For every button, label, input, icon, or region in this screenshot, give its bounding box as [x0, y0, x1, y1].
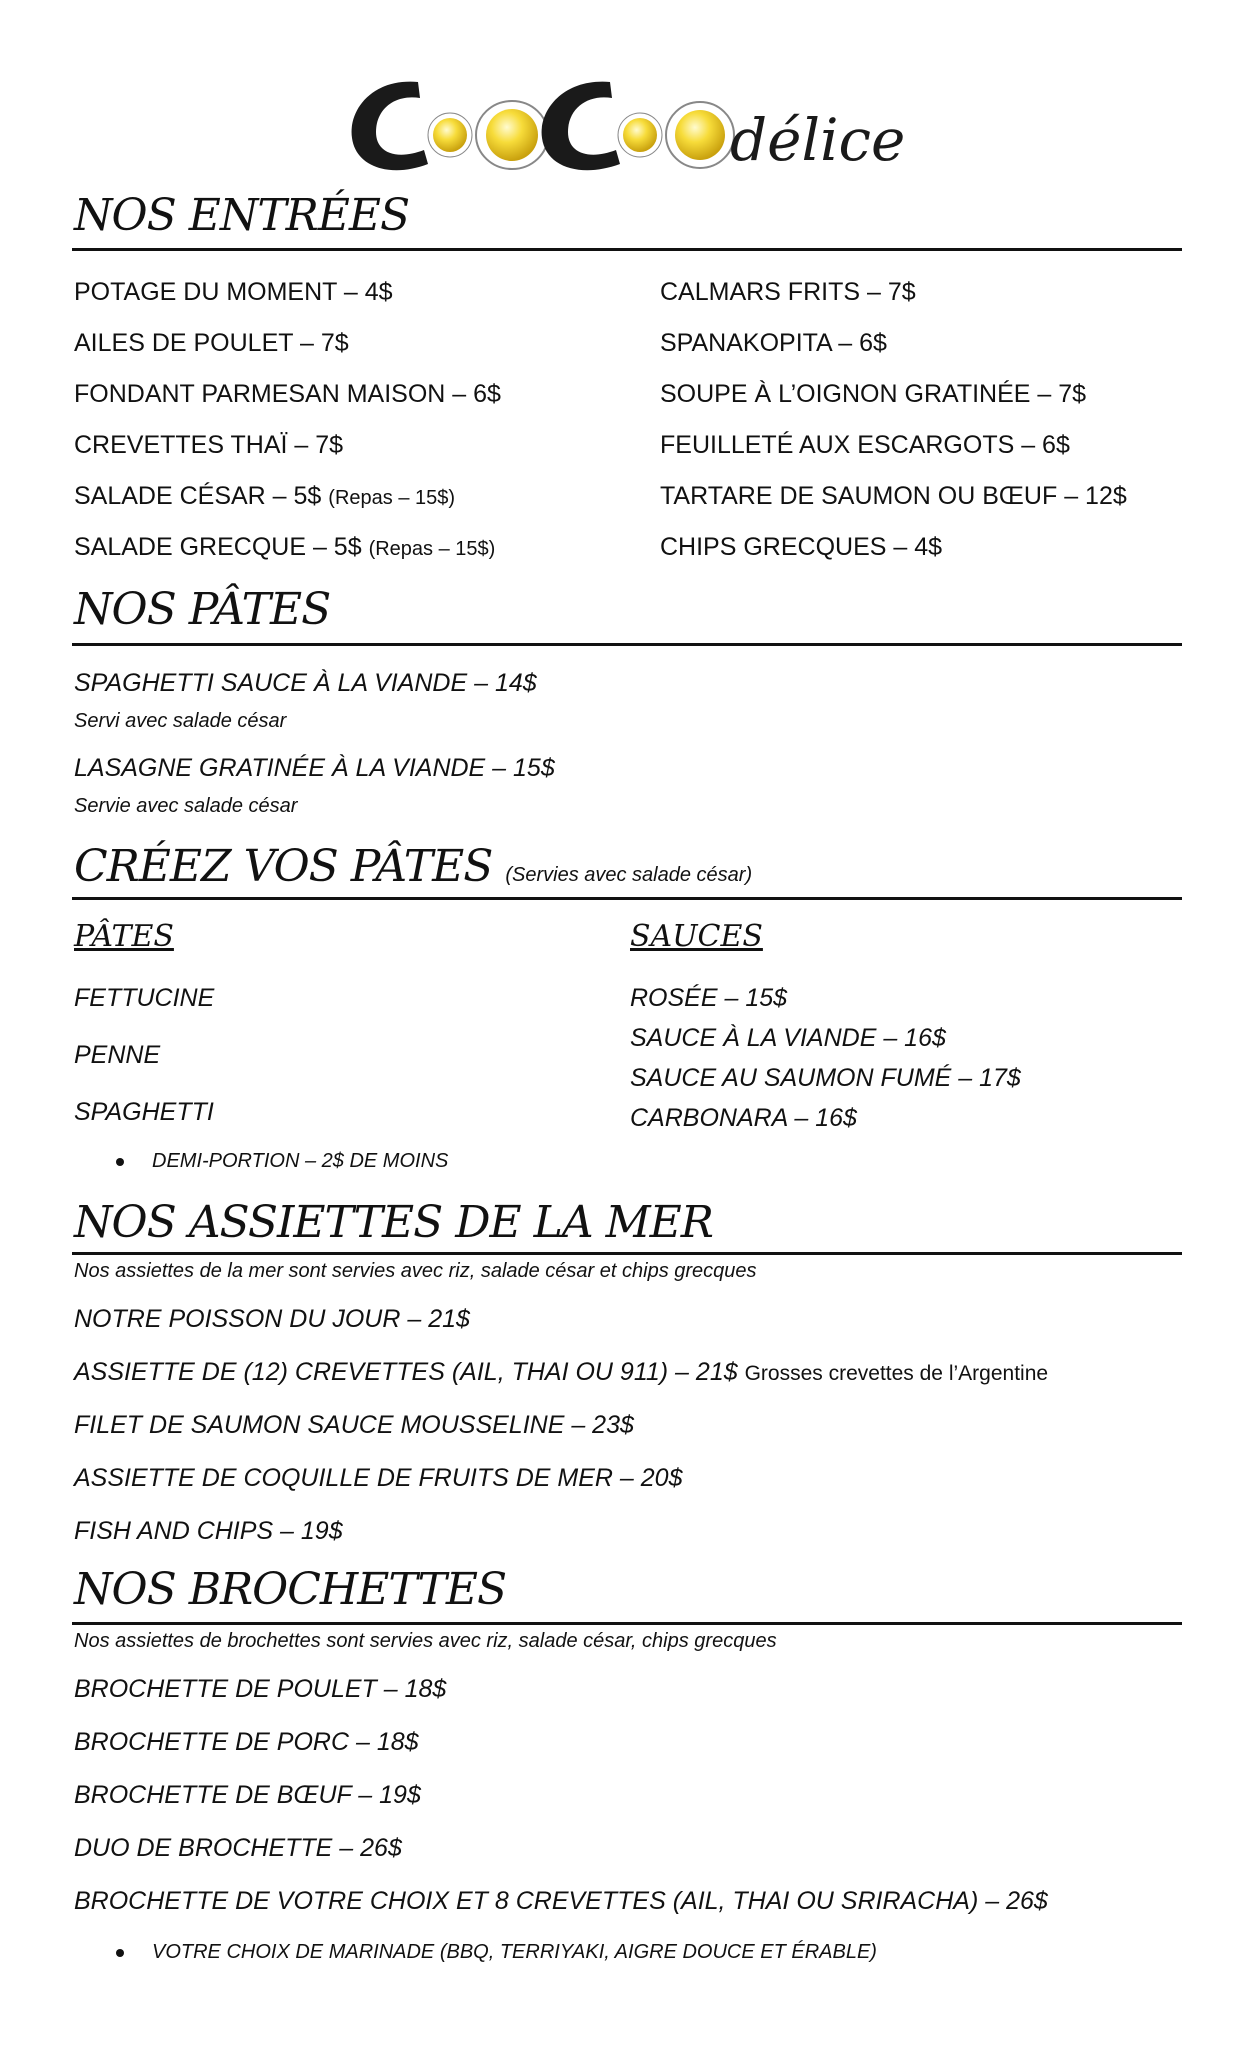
divider	[72, 248, 1182, 251]
section-title-entrees: NOS ENTRÉES	[74, 190, 410, 241]
menu-item: BROCHETTE DE POULET – 18$	[74, 1675, 447, 1703]
menu-item: NOTRE POISSON DU JOUR – 21$	[74, 1305, 470, 1333]
divider	[72, 1622, 1182, 1625]
section-title-mer: NOS ASSIETTES DE LA MER	[74, 1197, 713, 1248]
menu-item: CREVETTES THAÏ – 7$	[74, 431, 344, 459]
menu-item: FONDANT PARMESAN MAISON – 6$	[74, 380, 501, 408]
section-intro: Nos assiettes de la mer sont servies avec riz, salade césar et chips grecques	[74, 1260, 757, 1282]
menu-item: SPANAKOPITA – 6$	[660, 329, 887, 357]
menu-item: BROCHETTE DE VOTRE CHOIX ET 8 CREVETTES (AIL, THAI OU SRIRACHA) – 26$	[74, 1887, 1048, 1915]
pasta-option: SPAGHETTI	[74, 1098, 214, 1126]
menu-item: FEUILLETÉ AUX ESCARGOTS – 6$	[660, 431, 1070, 459]
menu-item: BROCHETTE DE PORC – 18$	[74, 1728, 419, 1756]
menu-item: CHIPS GRECQUES – 4$	[660, 533, 943, 561]
menu-item: POTAGE DU MOMENT – 4$	[74, 278, 393, 306]
sauce-option: SAUCE À LA VIANDE – 16$	[630, 1024, 946, 1052]
menu-item: FILET DE SAUMON SAUCE MOUSSELINE – 23$	[74, 1411, 634, 1439]
menu-item: AILES DE POULET – 7$	[74, 329, 349, 357]
menu-item-description: Servie avec salade césar	[74, 795, 298, 817]
sauce-option: SAUCE AU SAUMON FUMÉ – 17$	[630, 1064, 1021, 1092]
menu-item: SPAGHETTI SAUCE À LA VIANDE – 14$	[74, 669, 537, 697]
divider	[72, 897, 1182, 900]
svg-text:délice: délice	[730, 106, 906, 174]
menu-item: SOUPE À L’OIGNON GRATINÉE – 7$	[660, 380, 1087, 408]
pasta-option: FETTUCINE	[74, 984, 215, 1012]
divider	[72, 643, 1182, 646]
menu-item: CALMARS FRITS – 7$	[660, 278, 916, 306]
coco-delice-logo	[340, 60, 920, 190]
sauce-option: CARBONARA – 16$	[630, 1104, 857, 1132]
bullet-note: DEMI-PORTION – 2$ DE MOINS	[116, 1150, 448, 1173]
sauce-option: ROSÉE – 15$	[630, 984, 788, 1012]
menu-item: LASAGNE GRATINÉE À LA VIANDE – 15$	[74, 754, 555, 782]
menu-item: ASSIETTE DE COQUILLE DE FRUITS DE MER – 20$	[74, 1464, 683, 1492]
menu-item: TARTARE DE SAUMON OU BŒUF – 12$	[660, 482, 1127, 510]
bullet-icon	[116, 1158, 124, 1166]
section-intro: Nos assiettes de brochettes sont servies avec riz, salade césar, chips grecques	[74, 1630, 777, 1652]
divider	[72, 1252, 1182, 1255]
menu-item: ASSIETTE DE (12) CREVETTES (AIL, THAI OU 911) – 21$ Grosses crevettes de l’Argentine	[74, 1358, 1049, 1386]
menu-item: SALADE CÉSAR – 5$ (Repas – 15$)	[74, 482, 456, 510]
menu-item: SALADE GRECQUE – 5$ (Repas – 15$)	[74, 533, 496, 561]
subheading-pates: PÂTES	[74, 919, 174, 954]
bullet-icon	[116, 1949, 124, 1957]
menu-item: DUO DE BROCHETTE – 26$	[74, 1834, 402, 1862]
subheading-sauces: SAUCES	[630, 919, 763, 954]
menu-item: BROCHETTE DE BŒUF – 19$	[74, 1781, 421, 1809]
section-title-pates: NOS PÂTES	[74, 584, 331, 635]
menu-item-description: Servi avec salade césar	[74, 710, 287, 732]
section-title-brochettes: NOS BROCHETTES	[74, 1564, 507, 1615]
menu-item: FISH AND CHIPS – 19$	[74, 1517, 343, 1545]
pasta-option: PENNE	[74, 1041, 161, 1069]
bullet-note: VOTRE CHOIX DE MARINADE (BBQ, TERRIYAKI, AIGRE DOUCE ET ÉRABLE)	[116, 1941, 877, 1964]
section-title-creez: CRÉEZ VOS PÂTES (Servies avec salade césar)	[74, 841, 753, 892]
